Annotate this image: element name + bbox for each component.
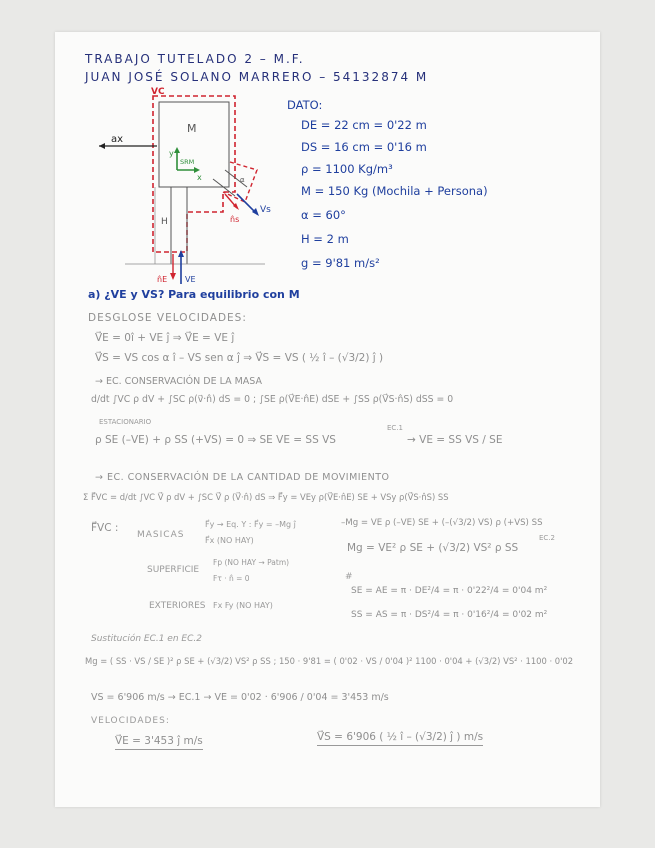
work-line-15: Mg = ( SS · VS / SE )² ρ SE + (√3/2) VS² ρ SS ; 150 · 9'81 = ( 0'02 · VS / 0'04 )² 1100 · 0'04 + (√3/2) VS² · 1100 · 0'02 bbox=[85, 656, 574, 666]
forces-label: F⃗VC : bbox=[91, 522, 119, 534]
vs-label: Vs bbox=[260, 205, 271, 215]
data-item-de: DE = 22 cm = 0'22 m bbox=[301, 118, 427, 132]
vc-label: VC bbox=[151, 87, 165, 97]
work-right-ss: SS = AS = π · DS²/4 = π · 0'16²/4 = 0'02 m² bbox=[351, 610, 548, 620]
mass-label: M bbox=[187, 122, 197, 135]
work-right-2: Mg = VE² ρ SE + (√3/2) VS² ρ SS bbox=[347, 542, 519, 554]
y-axis-label: y bbox=[169, 149, 174, 158]
forces-superficie-fp: Fp (NO HAY → Patm) bbox=[213, 558, 290, 567]
ax-label: ax bbox=[111, 134, 124, 145]
work-line-14: Sustitución EC.1 en EC.2 bbox=[91, 634, 202, 644]
forces-superficie-ftau: Fτ · n̂ = 0 bbox=[213, 574, 250, 583]
control-volume-boundary bbox=[153, 96, 235, 252]
h-label: H bbox=[161, 217, 168, 227]
ns-label: n̂s bbox=[230, 215, 240, 224]
data-item-h: H = 2 m bbox=[301, 232, 349, 246]
data-item-mass: M = 150 Kg (Mochila + Persona) bbox=[301, 184, 488, 198]
work-line-7: ρ SE (–VE) + ρ SS (+VS) = 0 ⇒ SE VE = SS VS bbox=[95, 434, 336, 446]
work-line-9: Σ F⃗VC = d/dt ∫VC V⃗ ρ dV + ∫SC V⃗ ρ (V⃗·n̂) dS ⇒ F⃗y = VEy ρ(V⃗E·n̂E) SE + VSy ρ(V⃗S·n̂S) SS bbox=[83, 492, 449, 502]
work-line-8: → EC. CONSERVACIÓN DE LA CANTIDAD DE MOVIMIENTO bbox=[95, 472, 390, 483]
work-line-2: V⃗E = 0î + VE ĵ ⇒ V⃗E = VE ĵ bbox=[95, 332, 235, 344]
header-line-2: JUAN JOSÉ SOLANO MARRERO – 54132874 M bbox=[85, 70, 429, 84]
work-line-6: ESTACIONARIO bbox=[99, 418, 152, 426]
ne-label: n̂E bbox=[157, 275, 168, 284]
work-right-hash: # bbox=[345, 572, 353, 582]
work-line-1: DESGLOSE VELOCIDADES: bbox=[88, 312, 247, 324]
forces-masicas-fy: F⃗y → Eq. Y : F⃗y = –Mg ĵ bbox=[205, 520, 296, 529]
work-line-5: d/dt ∫VC ρ dV + ∫SC ρ(v⃗·n̂) dS = 0 ; ∫SE ρ(V⃗E·n̂E) dSE + ∫SS ρ(V⃗S·n̂S) dSS = 0 bbox=[91, 394, 454, 405]
paper-sheet bbox=[55, 32, 600, 807]
work-line-16: VS = 6'906 m/s → EC.1 → VE = 0'02 · 6'906 / 0'04 = 3'453 m/s bbox=[91, 692, 389, 703]
answer-ve: V⃗E = 3'453 ĵ m/s bbox=[115, 735, 203, 750]
ve-label: VE bbox=[185, 275, 196, 284]
work-right-1: –Mg = VE ρ (–VE) SE + (–(√3/2) VS) ρ (+VS) SS bbox=[341, 518, 543, 528]
answer-vs: V⃗S = 6'906 ( ½ î – (√3/2) ĵ ) m/s bbox=[317, 731, 483, 746]
work-ec1-tag: EC.1 bbox=[387, 424, 403, 432]
header-line-1: TRABAJO TUTELADO 2 – M.F. bbox=[85, 52, 305, 66]
work-line-3: V⃗S = VS cos α î – VS sen α ĵ ⇒ V⃗S = VS ( ½ î – (√3/2) ĵ ) bbox=[95, 352, 384, 364]
srm-label: SRM bbox=[180, 158, 195, 166]
forces-exteriores-f: Fx Fy (NO HAY) bbox=[213, 601, 273, 610]
forces-superficie: SUPERFICIE bbox=[147, 565, 200, 575]
forces-masicas-fx: F⃗x (NO HAY) bbox=[205, 536, 254, 545]
forces-exteriores: EXTERIORES bbox=[149, 601, 206, 611]
work-right-se: SE = AE = π · DE²/4 = π · 0'22²/4 = 0'04 m² bbox=[351, 586, 548, 596]
work-ve-expression: → VE = SS VS / SE bbox=[407, 434, 503, 446]
work-ec2-tag: EC.2 bbox=[539, 534, 555, 542]
work-line-4: → EC. CONSERVACIÓN DE LA MASA bbox=[95, 376, 263, 387]
work-line-17: VELOCIDADES: bbox=[91, 716, 170, 726]
data-heading: DATO: bbox=[287, 98, 323, 112]
x-axis-label: x bbox=[197, 173, 202, 182]
data-item-alpha: α = 60° bbox=[301, 208, 346, 222]
data-item-ds: DS = 16 cm = 0'16 m bbox=[301, 140, 427, 154]
forces-masicas: MASICAS bbox=[137, 530, 185, 540]
control-volume-diagram bbox=[85, 84, 285, 284]
mass-box bbox=[159, 102, 229, 187]
data-item-rho: ρ = 1100 Kg/m³ bbox=[301, 162, 393, 176]
data-item-g: g = 9'81 m/s² bbox=[301, 256, 380, 270]
alpha-label: α bbox=[240, 176, 245, 184]
question-a: a) ¿VE y VS? Para equilibrio con M bbox=[88, 288, 300, 301]
